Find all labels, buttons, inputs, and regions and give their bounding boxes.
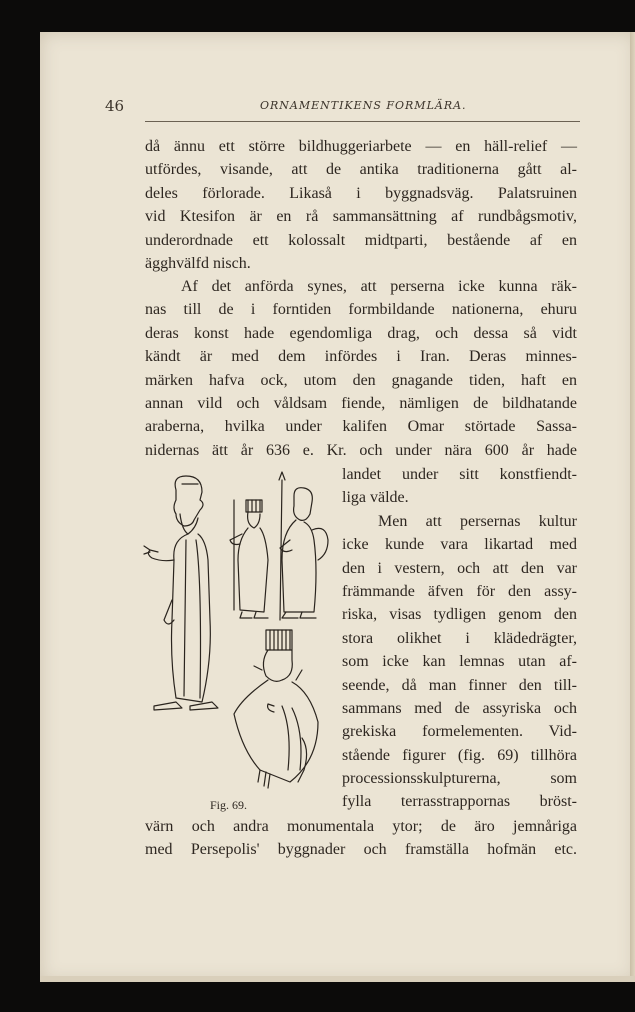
text-line: kändt är med dem infördes i Iran. Deras minnes-: [145, 348, 577, 366]
text-line: seende, då man finner den till-: [342, 676, 577, 694]
page-edge: [630, 32, 635, 982]
text-line: fylla terrasstrappornas bröst-: [342, 793, 577, 811]
text-line: som icke kan lemnas utan af-: [342, 653, 577, 671]
text-line: ägghvälfd nisch.: [145, 254, 251, 272]
text-line: underordnade ett kolossalt midtparti, bestående af en: [145, 231, 577, 249]
text-line: araberna, hvilka under kalifen Omar störtade Sassa-: [145, 418, 577, 436]
text-line: sammans med de assyriska och: [342, 699, 577, 717]
paragraph-3-narrow: [342, 463, 577, 814]
text-line: märken hafva ock, utom den gnagande tiden, haft en: [145, 371, 577, 389]
text-line: den i vestern, och att den var: [342, 559, 577, 577]
text-line: landet under sitt konstfiendt-: [342, 466, 577, 483]
text-line: främmande äfven för den assy-: [342, 582, 577, 600]
text-line: deles förlorade. Likaså i byggnadsväg. Palatsruinen: [145, 184, 577, 202]
text-line: stora olikhet i klädedrägter,: [342, 629, 577, 647]
text-line: vid Ktesifon är en rå sammansättning af rundbågsmotiv,: [145, 208, 577, 226]
text-line: Af det anförda synes, att perserna icke kunna räk-: [181, 278, 577, 295]
text-line: stående figurer (fig. 69) tillhöra: [342, 746, 577, 764]
text-line: utfördes, visande, att de antika traditionerna gått al-: [145, 161, 577, 179]
paragraph-1: [145, 135, 577, 275]
text-line: med Persepolis' byggnader och framställa hofmän etc.: [145, 841, 577, 859]
text-line: liga välde.: [342, 489, 409, 507]
header-rule: [145, 121, 580, 122]
text-line: nidernas ätt år 636 e. Kr. och under nära 600 år hade: [145, 441, 577, 459]
page-bottom-edge: [40, 976, 635, 982]
text-line: då ännu ett större bildhuggeriarbete — en häll-relief —: [145, 138, 577, 155]
text-line: värn och andra monumentala ytor; de äro jemnåriga: [145, 818, 577, 835]
text-line: processionsskulpturerna, som: [342, 770, 577, 788]
figure-caption: Fig. 69.: [210, 798, 248, 812]
paragraph-2: [145, 275, 577, 462]
text-line: deras konst hade egendomliga drag, och dessa så vidt: [145, 324, 577, 342]
text-line: icke kunde vara likartad med: [342, 536, 577, 554]
page-number: 46: [105, 97, 125, 115]
paragraph-3-full: [145, 815, 577, 862]
text-line: nas till de i forntiden formbildande nationerna, ehuru: [145, 301, 577, 319]
text-line: grekiska formelementen. Vid-: [342, 723, 577, 741]
text-line: Men att persernas kultur: [378, 512, 577, 530]
persepolis-figures-illustration: [142, 470, 332, 800]
text-line: annan vild och våldsam fiende, nämligen de bildhatande: [145, 394, 577, 412]
text-line: riska, visas tydligen genom den: [342, 606, 577, 624]
running-title: ORNAMENTIKENS FORMLÄRA.: [260, 99, 467, 112]
